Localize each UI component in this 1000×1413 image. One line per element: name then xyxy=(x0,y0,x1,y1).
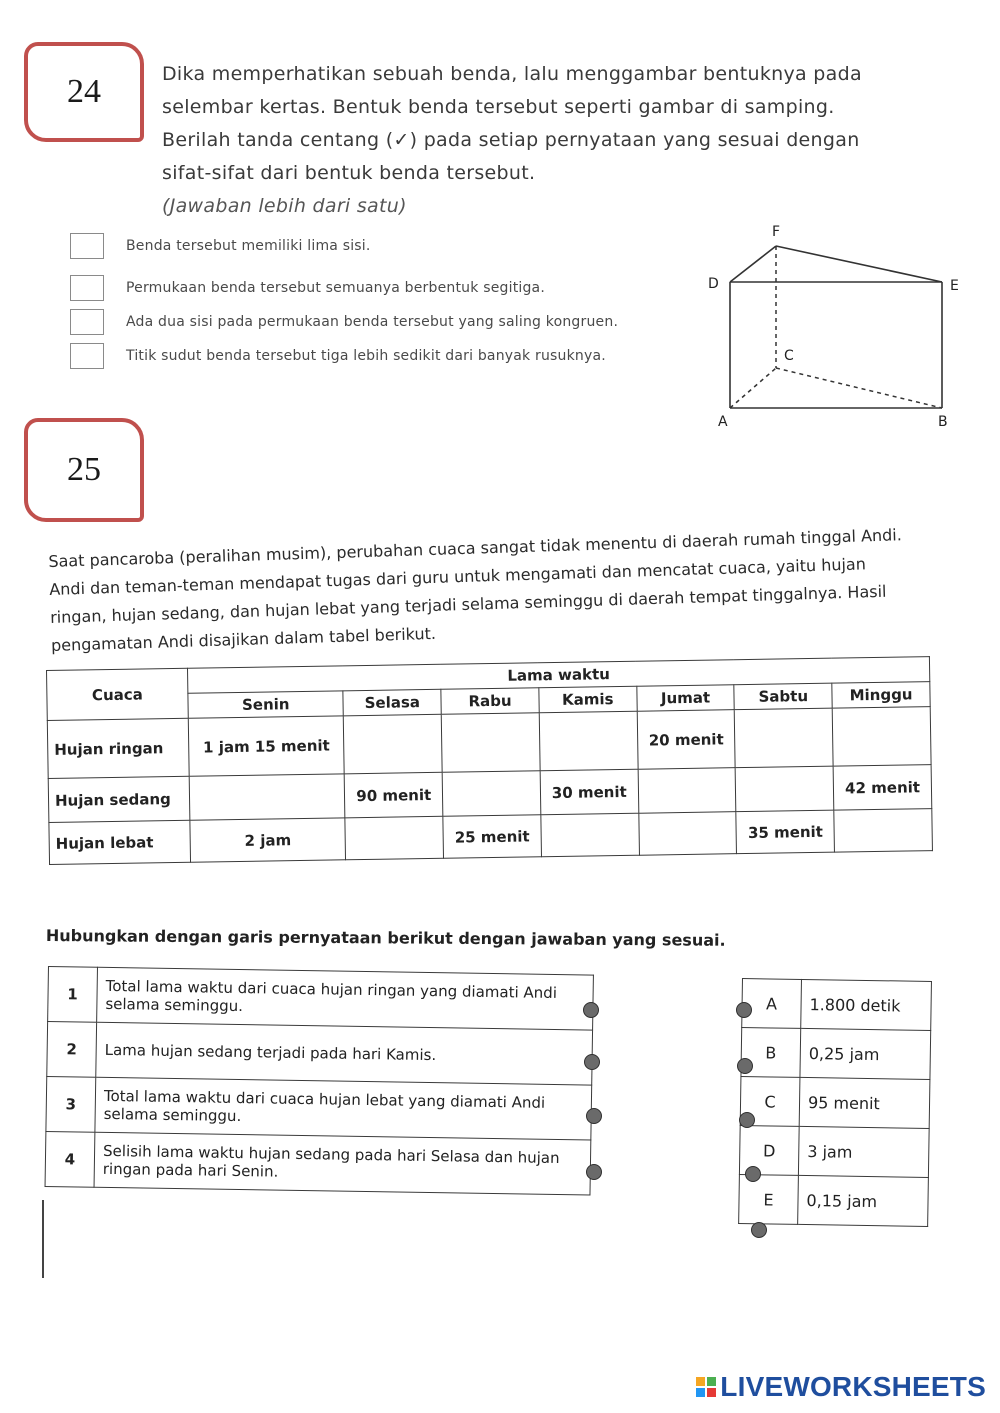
answer-letter: D xyxy=(739,1125,799,1175)
answer-row xyxy=(741,1028,931,1080)
header-day: Minggu xyxy=(832,682,930,709)
answer-row xyxy=(742,979,932,1031)
row-label: Hujan sedang xyxy=(48,776,190,822)
question-25-number-box xyxy=(24,418,144,522)
prism-label-d: D xyxy=(708,276,719,292)
prism-label-f: F xyxy=(772,224,781,240)
table-cell: 25 menit xyxy=(443,815,541,859)
table-cell: 1 jam 15 menit xyxy=(188,716,344,776)
answer-letter: C xyxy=(740,1076,800,1126)
option-checkbox-1[interactable] xyxy=(70,233,104,259)
answer-value: 0,15 jam xyxy=(798,1175,929,1226)
option-label-1: Benda tersebut memiliki lima sisi. xyxy=(126,238,371,254)
question-24-number: 24 xyxy=(67,73,101,110)
table-cell xyxy=(442,771,540,817)
statement-1-connector-dot[interactable] xyxy=(583,1002,599,1018)
answer-value: 1.800 detik xyxy=(801,979,932,1030)
header-day: Jumat xyxy=(636,685,734,712)
answer-e-connector-dot[interactable] xyxy=(751,1222,767,1238)
answer-value: 95 menit xyxy=(799,1077,930,1128)
statement-row xyxy=(45,1131,591,1195)
answer-value: 3 jam xyxy=(798,1126,929,1177)
table-cell: 90 menit xyxy=(345,772,443,818)
header-day: Kamis xyxy=(539,686,637,713)
option-checkbox-4[interactable] xyxy=(70,343,104,369)
statement-number: 2 xyxy=(47,1022,97,1078)
table-cell: 35 menit xyxy=(736,810,834,854)
prism-label-a: A xyxy=(718,414,728,430)
table-cell xyxy=(638,768,736,814)
statement-number: 1 xyxy=(48,967,98,1023)
table-cell xyxy=(638,812,736,856)
header-day: Rabu xyxy=(441,688,539,715)
question-25-text: Saat pancaroba (peralihan musim), perubahan cuaca sangat tidak menentu di daerah rumah tinggal Andi. Andi dan teman-teman mendapat tugas dari guru untuk mengamati dan mencatat cuaca, yaitu hujan ringan, hujan sedang, dan hujan lebat yang terjadi selama seminggu di daerah tempat tinggalnya. Hasil pengamatan Andi disajikan dalam tabel berikut. xyxy=(48,525,903,655)
statement-2-connector-dot[interactable] xyxy=(584,1054,600,1070)
table-cell xyxy=(189,774,345,820)
question-24-text xyxy=(162,58,892,223)
option-label-2: Permukaan benda tersebut semuanya berbentuk segitiga. xyxy=(126,280,545,296)
answer-letter: B xyxy=(741,1028,801,1078)
matching-instruction: Hubungkan dengan garis pernyataan berikut dengan jawaban yang sesuai. xyxy=(45,926,726,950)
brand-name: LIVEWORKSHEETS xyxy=(720,1371,986,1402)
table-cell xyxy=(735,708,834,768)
option-row-3 xyxy=(70,308,618,336)
statement-text: Total lama waktu dari cuaca hujan ringan yang diamati Andi selama seminggu. xyxy=(97,967,594,1030)
liveworksheets-logo xyxy=(696,1371,986,1403)
header-lama-waktu: Lama waktu xyxy=(187,657,929,694)
statement-text: Selisih lama waktu hujan sedang pada hari Selasa dan hujan ringan pada hari Senin. xyxy=(94,1132,591,1195)
prism-edge-df xyxy=(730,246,776,282)
liveworksheets-logo-icon xyxy=(696,1377,716,1397)
answer-d-connector-dot[interactable] xyxy=(745,1166,761,1182)
scan-edge-line xyxy=(42,1200,44,1278)
table-cell xyxy=(541,813,639,857)
table-cell: 30 menit xyxy=(540,769,638,815)
prism-edge-ac xyxy=(730,368,776,408)
prism-label-c: C xyxy=(784,348,794,364)
table-cell xyxy=(736,766,834,812)
header-day: Senin xyxy=(188,691,344,718)
statement-number: 3 xyxy=(46,1076,96,1132)
option-label-4: Titik sudut benda tersebut tiga lebih sedikit dari banyak rusuknya. xyxy=(126,348,606,364)
answer-row xyxy=(739,1174,929,1226)
question-24-number-box xyxy=(24,42,144,142)
prism-edge-cb xyxy=(776,368,942,408)
row-label: Hujan lebat xyxy=(49,820,191,864)
statement-row xyxy=(46,1076,592,1140)
question-24-prompt: Dika memperhatikan sebuah benda, lalu menggambar bentuknya pada selembar kertas. Bentuk benda tersebut seperti gambar di samping. Berilah tanda centang (✓) pada setiap pernyataan yang sesuai dengan sifat-sifat dari bentuk benda tersebut. xyxy=(162,63,862,184)
prism-label-e: E xyxy=(950,278,959,294)
statement-row xyxy=(48,967,594,1031)
statement-text: Lama hujan sedang terjadi pada hari Kamis. xyxy=(96,1022,593,1085)
table-cell xyxy=(345,816,443,860)
table-cell xyxy=(832,707,931,767)
row-label: Hujan ringan xyxy=(47,718,189,778)
table-cell: 2 jam xyxy=(190,818,346,862)
statement-3-connector-dot[interactable] xyxy=(586,1108,602,1124)
table-cell xyxy=(441,713,540,773)
triangular-prism-figure xyxy=(700,218,970,433)
table-cell: 42 menit xyxy=(833,765,931,811)
question-24-note: (Jawaban lebih dari satu) xyxy=(162,195,407,217)
table-cell xyxy=(834,809,932,853)
answer-letter: E xyxy=(739,1174,799,1224)
statement-4-connector-dot[interactable] xyxy=(586,1164,602,1180)
answer-c-connector-dot[interactable] xyxy=(739,1112,755,1128)
statement-number: 4 xyxy=(45,1131,95,1187)
answer-row xyxy=(739,1125,929,1177)
answers-table xyxy=(738,978,932,1227)
prism-label-b: B xyxy=(938,414,948,430)
option-checkbox-2[interactable] xyxy=(70,275,104,301)
header-cuaca: Cuaca xyxy=(47,668,189,720)
option-label-3: Ada dua sisi pada permukaan benda tersebut yang saling kongruen. xyxy=(126,314,619,330)
answer-letter: A xyxy=(742,979,802,1029)
answer-row xyxy=(740,1076,930,1128)
answer-b-connector-dot[interactable] xyxy=(737,1058,753,1074)
statement-row xyxy=(47,1022,593,1086)
option-row-1 xyxy=(70,232,371,260)
option-checkbox-3[interactable] xyxy=(70,309,104,335)
table-cell xyxy=(344,714,443,774)
answer-value: 0,25 jam xyxy=(800,1028,931,1079)
answer-a-connector-dot[interactable] xyxy=(736,1002,752,1018)
statements-table xyxy=(45,966,594,1196)
statement-text: Total lama waktu dari cuaca hujan lebat yang diamati Andi selama seminggu. xyxy=(95,1077,592,1140)
prism-edge-fe xyxy=(776,246,942,282)
option-row-4 xyxy=(70,342,606,370)
header-day: Selasa xyxy=(343,689,441,716)
table-cell: 20 menit xyxy=(637,710,736,770)
table-cell xyxy=(539,711,638,771)
option-row-2 xyxy=(70,274,545,302)
question-25-number: 25 xyxy=(67,451,101,488)
weather-observation-table xyxy=(46,656,933,865)
header-day: Sabtu xyxy=(734,683,832,710)
